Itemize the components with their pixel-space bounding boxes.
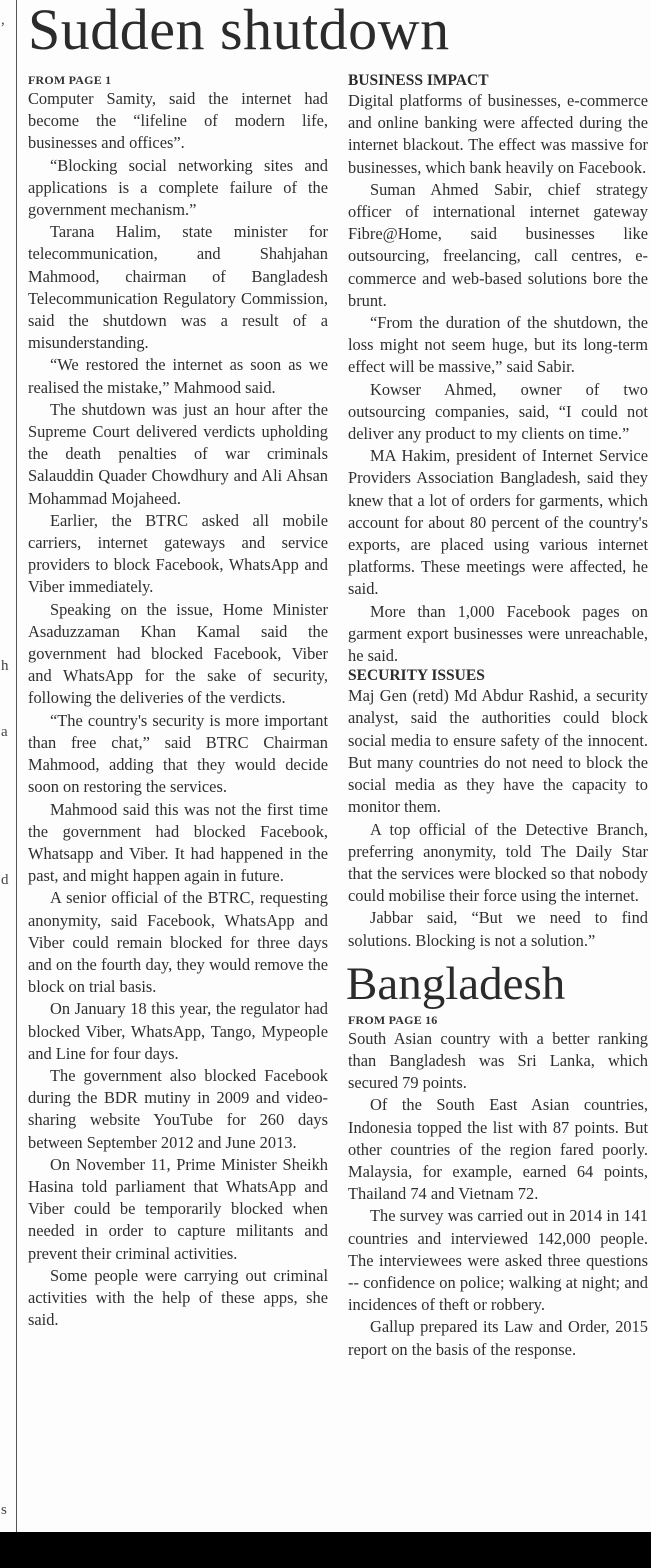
paragraph: Of the South East Asian countries, Indonesia topped the list with 87 points. But other countries of the region fared poorly. Malaysia, for example, earned 64 points, Thailand 74 and Vietnam 72. (348, 1095, 648, 1204)
security-issues-body (348, 685, 648, 951)
headline-bangladesh: Bangladesh (346, 957, 566, 1010)
paragraph: Gallup prepared its Law and Order, 2015 report on the basis of the response. (348, 1317, 648, 1359)
paragraph: MA Hakim, president of Internet Service Providers Association Bangladesh, said they knew that a lot of orders for garments, which account for about 80 percent of the country's exports, are placed using various internet platforms. These meetings were affected, he said. (348, 446, 648, 599)
paragraph: “From the duration of the shutdown, the loss might not seem huge, but its long-term effect will be massive,” said Sabir. (348, 313, 648, 377)
bottom-black-bar (0, 1532, 651, 1568)
paragraph: Jabbar said, “But we need to find solutions. Blocking is not a solution.” (348, 908, 648, 950)
margin-fragment: s (1, 1502, 7, 1518)
paragraph: Kowser Ahmed, owner of two outsourcing companies, said, “I could not deliver any product to my clients on time.” (348, 379, 648, 444)
paragraph: Earlier, the BTRC asked all mobile carriers, internet gateways and service providers to block Facebook, WhatsApp and Viber immediately. (28, 510, 328, 597)
business-impact-body (348, 90, 648, 667)
subhead-security-issues: SECURITY ISSUES (348, 667, 485, 685)
paragraph: The shutdown was just an hour after the Supreme Court delivered verdicts upholding the death penalties of war criminals Salauddin Quader Chowdhury and Ali Ahsan Mohammad Mojaheed. (28, 399, 328, 508)
paragraph: “Blocking social networking sites and applications is a complete failure of the government mechanism.” (28, 155, 328, 220)
column-divider (16, 0, 17, 1532)
margin-fragment: a (1, 724, 8, 740)
paragraph: Suman Ahmed Sabir, chief strategy officer of international internet gateway Fibre@Home, said businesses like outsourcing, freelancing, call centres, e-commerce and web-based solutions bore the brunt. (348, 179, 648, 310)
paragraph: The government also blocked Facebook during the BDR mutiny in 2009 and video-sharing website YouTube for 260 days between September 2012 and June 2013. (28, 1065, 328, 1152)
paragraph: More than 1,000 Facebook pages on garment export businesses were unreachable, he said. (348, 601, 648, 666)
paragraph: “We restored the internet as soon as we realised the mistake,” Mahmood said. (28, 355, 328, 397)
subhead-business-impact: BUSINESS IMPACT (348, 72, 489, 89)
paragraph: Some people were carrying out criminal activities with the help of these apps, she said. (28, 1265, 328, 1330)
right-column (348, 72, 648, 1361)
paragraph: On January 18 this year, the regulator had blocked Viber, WhatsApp, Tango, Mypeople and Line for four days. (28, 999, 328, 1063)
paragraph: South Asian country with a better ranking than Bangladesh was Sri Lanka, which secured 79 points. (348, 1028, 648, 1093)
continuation-kicker-2: FROM PAGE 16 (348, 1012, 438, 1027)
paragraph: “The country's security is more important than free chat,” said BTRC Chairman Mahmood, adding that they would decide soon on restoring the services. (28, 710, 328, 797)
margin-fragment: , (1, 12, 5, 28)
paragraph: Digital platforms of businesses, e-commerce and online banking were affected during the internet blackout. The effect was massive for businesses, which bank heavily on Facebook. (348, 91, 648, 177)
continuation-kicker: FROM PAGE 1 (28, 73, 112, 87)
left-column-body (28, 88, 328, 1331)
paragraph: The survey was carried out in 2014 in 141 countries and interviewed 142,000 people. The interviewees were asked three questions -- confidence on police; walking at night; and incidences of theft or robbery. (348, 1206, 648, 1315)
left-column (28, 72, 328, 1331)
bangladesh-article-body (348, 1028, 648, 1361)
headline-sudden-shutdown: Sudden shutdown (28, 0, 450, 62)
paragraph: Mahmood said this was not the first time the government had blocked Facebook, Whatsapp and Viber. It had happened in the past, and might happen again in future. (28, 799, 328, 886)
paragraph: Maj Gen (retd) Md Abdur Rashid, a security analyst, said the authorities could block social media to ensure safety of the innocent. But many countries do not need to block the social media as they have the capacity to monitor them. (348, 686, 648, 817)
paragraph: Computer Samity, said the internet had become the “lifeline of modern life, businesses and offices”. (28, 89, 328, 153)
adjacent-column-fragment (0, 0, 14, 1532)
paragraph: On November 11, Prime Minister Sheikh Hasina told parliament that WhatsApp and Viber could be temporarily blocked when needed in order to capture militants and prevent their criminal activities. (28, 1154, 328, 1263)
paragraph: A senior official of the BTRC, requesting anonymity, said Facebook, WhatsApp and Viber could remain blocked for three days and on the fourth day, they would remove the block on trial basis. (28, 888, 328, 997)
paragraph: Tarana Halim, state minister for telecommunication, and Shahjahan Mahmood, chairman of Bangladesh Telecommunication Regulatory Commission, said the shutdown was a result of a misunderstanding. (28, 222, 328, 353)
paragraph: Speaking on the issue, Home Minister Asaduzzaman Khan Kamal said the government had blocked Facebook, Viber and WhatsApp for the sake of security, following the deliveries of the verdicts. (28, 599, 328, 708)
margin-fragment: h (1, 658, 9, 674)
paragraph: A top official of the Detective Branch, preferring anonymity, told The Daily Star that the services were blocked so that nobody could mobilise their force using the internet. (348, 819, 648, 906)
margin-fragment: d (1, 872, 9, 888)
